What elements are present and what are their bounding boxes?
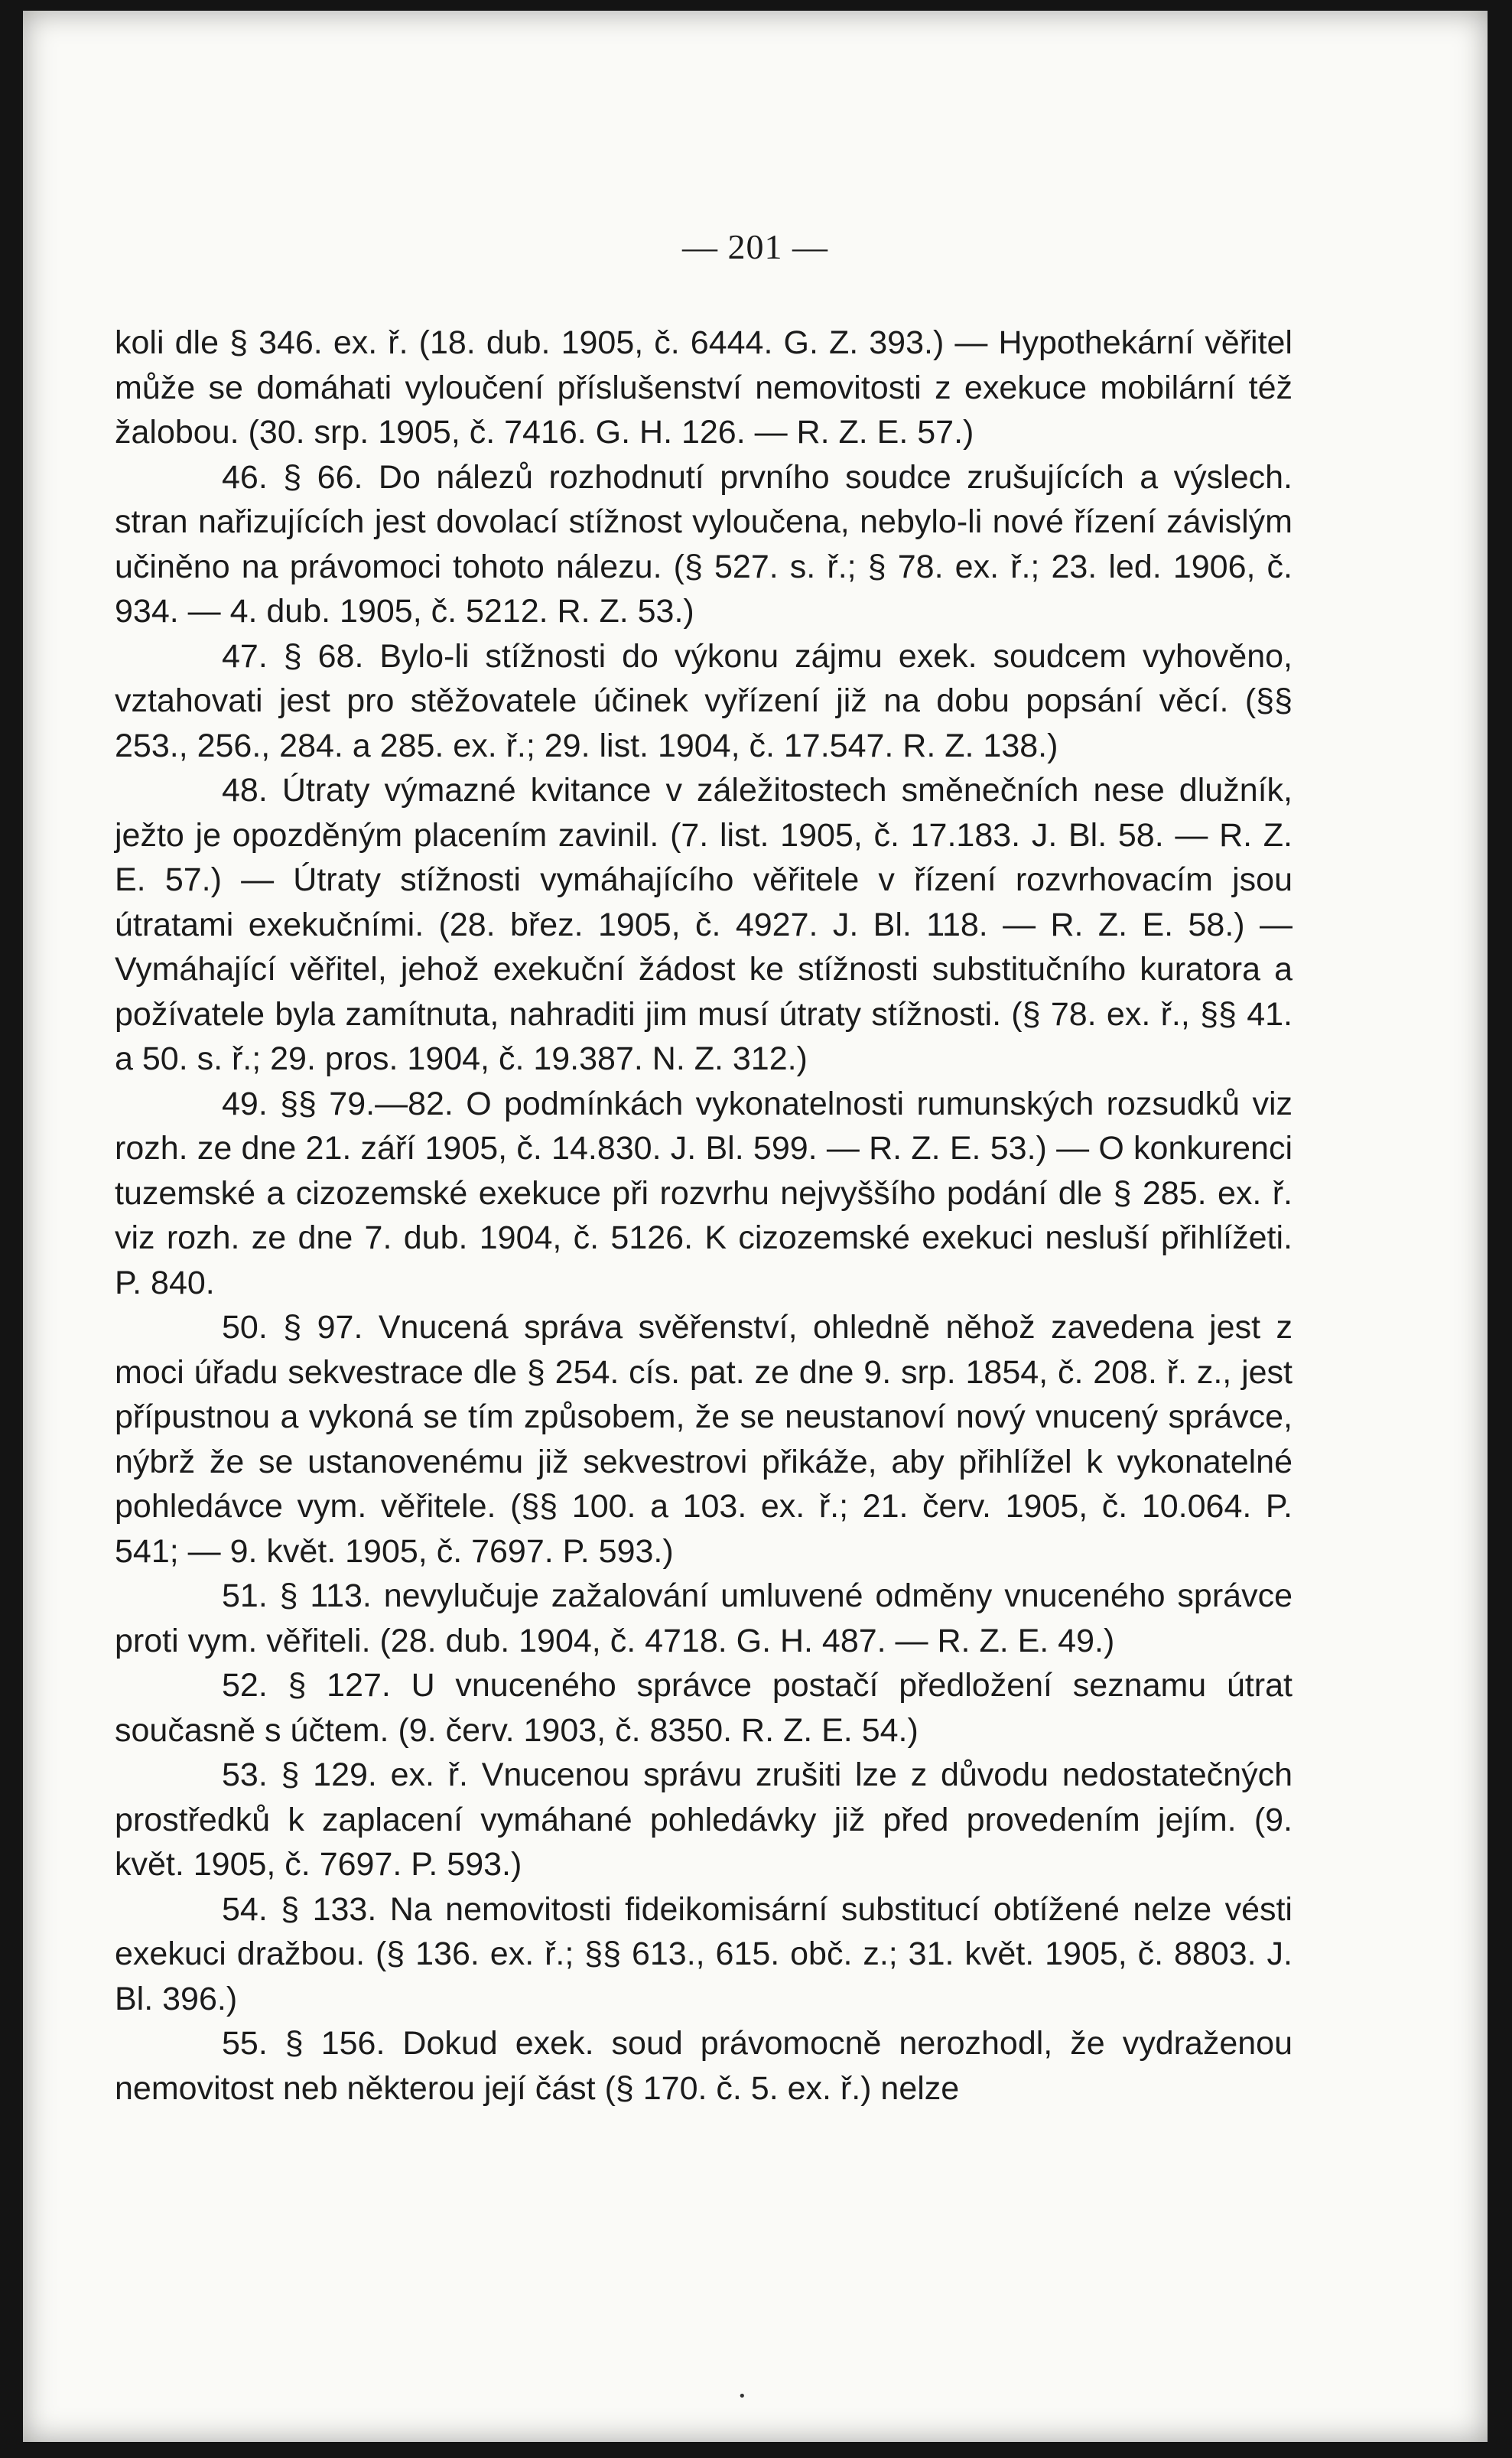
paragraph-49: 49. §§ 79.—82. O podmínkách vykonatelnosti rumunských rozsudků viz rozh. ze dne 21. září 1905, č. 14.830. J. Bl. 599. — R. Z. E. 53.) — O konkurenci tuzemské a cizozemské exekuce při rozvrhu nejvyššího podání dle § 285. ex. ř. viz rozh. ze dne 7. dub. 1904, č. 5126. K cizozemské exekuci nesluší přihlížeti. P. 840. [115, 1085, 1293, 1301]
paragraph-continuation: koli dle § 346. ex. ř. (18. dub. 1905, č. 6444. G. Z. 393.) — Hypothekární věřitel může se domáhati vyloučení příslušenství nemovitosti z exekuce mobilární též žalobou. (30. srp. 1905, č. 7416. G. H. 126. — R. Z. E. 57.) [115, 324, 1293, 451]
paragraph-54: 54. § 133. Na nemovitosti fideikomisární substitucí obtížené nelze vésti exekuci dražbou. (§ 136. ex. ř.; §§ 613., 615. obč. z.; 31. květ. 1905, č. 8803. J. Bl. 396.) [115, 1890, 1293, 2017]
paragraph-52: 52. § 127. U vnuceného správce postačí předložení seznamu útrat současně s účtem. (9. červ. 1903, č. 8350. R. Z. E. 54.) [115, 1667, 1293, 1749]
paragraph-48: 48. Útraty výmazné kvitance v záležitostech směnečních nese dlužník, ježto je opozděným placením zavinil. (7. list. 1905, č. 17.183. J. Bl. 58. — R. Z. E. 57.) — Útraty stížnosti vymáhajícího věřitele v řízení rozvrhovacím jsou útratami exekučními. (28. břez. 1905, č. 4927. J. Bl. 118. — R. Z. E. 58.) — Vymáhající věřitel, jehož exekuční žádost ke stížnosti substitučního kuratora a požívatele byla zamítnuta, nahraditi jim musí útraty stížnosti. (§ 78. ex. ř., §§ 41. a 50. s. ř.; 29. pros. 1904, č. 19.387. N. Z. 312.) [115, 772, 1293, 1077]
page-number: — 201 — [682, 227, 828, 266]
paragraph-51: 51. § 113. nevylučuje zažalování umluvené odměny vnuceného správce proti vym. věřiteli. (28. dub. 1904, č. 4718. G. H. 487. — R. Z. E. 49.) [115, 1577, 1293, 1659]
document-page [23, 11, 1488, 2442]
body-text [115, 321, 1293, 2111]
paragraph-46: 46. § 66. Do nálezů rozhodnutí prvního soudce zrušujících a výslech. stran nařizujících jest dovolací stížnost vyloučena, nebylo-li nové řízení závislým učiněno na právomoci tohoto nálezu. (§ 527. s. ř.; § 78. ex. ř.; 23. led. 1906, č. 934. — 4. dub. 1905, č. 5212. R. Z. 53.) [115, 458, 1293, 630]
print-speck: • [738, 2388, 746, 2404]
paragraph-47: 47. § 68. Bylo-li stížnosti do výkonu zájmu exek. soudcem vyhověno, vztahovati jest pro stěžovatele účinek vyřízení již na dobu popsání věcí. (§§ 253., 256., 284. a 285. ex. ř.; 29. list. 1904, č. 17.547. R. Z. 138.) [115, 637, 1293, 764]
paragraph-55: 55. § 156. Dokud exek. soud právomocně nerozhodl, že vydraženou nemovitost neb některou její část (§ 170. č. 5. ex. ř.) nelze [115, 2025, 1293, 2107]
paragraph-50: 50. § 97. Vnucená správa svěřenství, ohledně něhož zavedena jest z moci úřadu sekvestrace dle § 254. cís. pat. ze dne 9. srp. 1854, č. 208. ř. z., jest přípustnou a vykoná se tím způsobem, že se neustanoví nový vnucený správce, nýbrž že se ustanovenému již sekvestrovi přikáže, aby přihlížel k vykonatelné pohledávce vym. věřitele. (§§ 100. a 103. ex. ř.; 21. červ. 1905, č. 10.064. P. 541; — 9. květ. 1905, č. 7697. P. 593.) [115, 1309, 1293, 1570]
paragraph-53: 53. § 129. ex. ř. Vnucenou správu zrušiti lze z důvodu nedostatečných prostředků k zaplacení vymáhané pohledávky již před provedením jejím. (9. květ. 1905, č. 7697. P. 593.) [115, 1756, 1293, 1883]
